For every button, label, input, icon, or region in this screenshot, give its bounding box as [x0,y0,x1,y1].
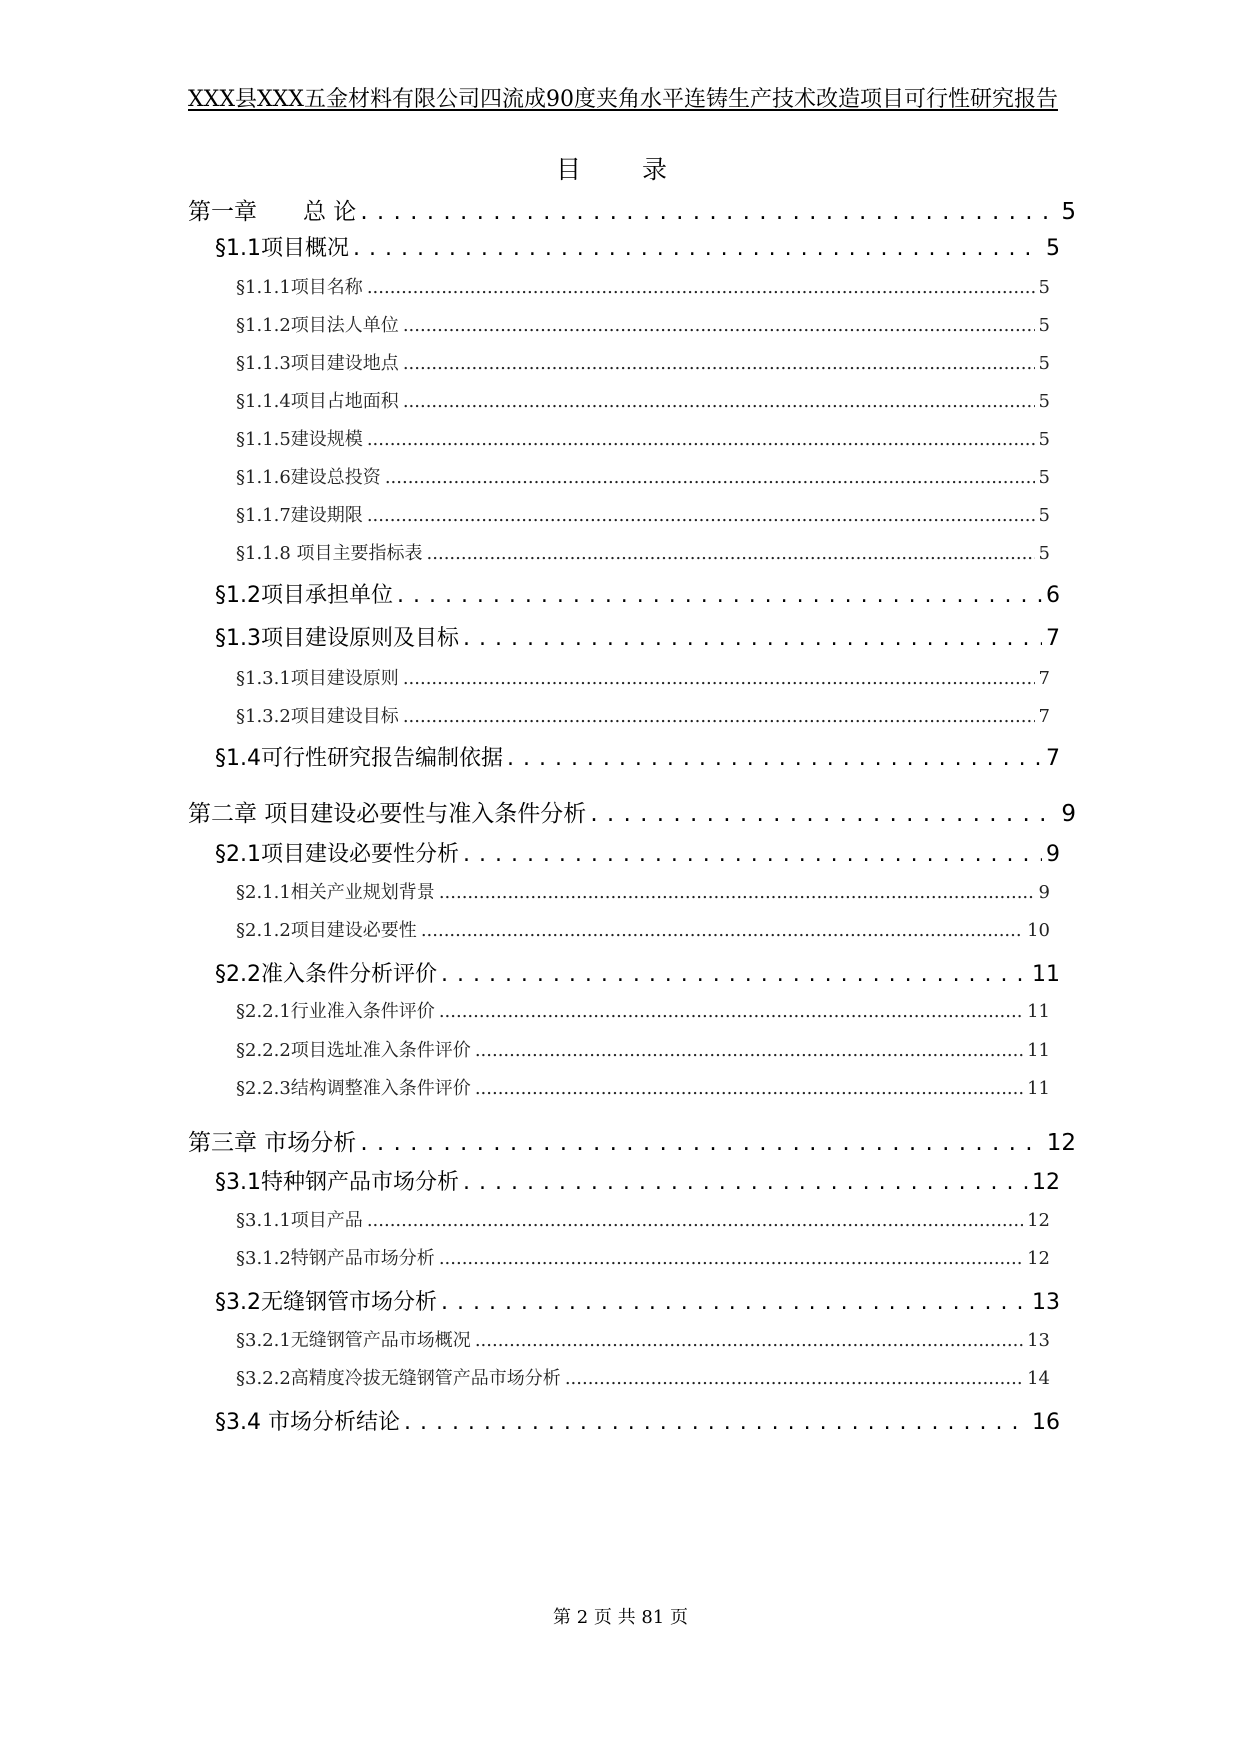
toc-entry-label: §1.1项目概况 [215,236,349,261]
toc-entry[interactable] [236,702,1050,728]
toc-entry-label: §3.1.1项目产品 [236,1210,363,1231]
toc-entry[interactable] [215,741,1060,772]
toc-dot-leader [385,467,1035,488]
toc-dot-leader [360,1130,1042,1156]
toc-entry[interactable] [236,349,1050,375]
toc-entry-page-number: 5 [1038,391,1050,412]
toc-entry[interactable] [236,311,1050,337]
toc-dot-leader [421,920,1023,941]
toc-entry[interactable] [215,1405,1060,1436]
toc-entry[interactable] [236,1074,1050,1100]
toc-entry-label: §1.4可行性研究报告编制依据 [215,746,503,771]
toc-entry-page-number: 12 [1046,1130,1076,1156]
toc-dot-leader [353,236,1042,261]
toc-entry-label: §3.2.1无缝钢管产品市场概况 [236,1330,471,1351]
toc-entry-label: §3.2无缝钢管市场分析 [215,1290,437,1315]
toc-entry-label: §1.2项目承担单位 [215,583,393,608]
page-footer: 第 2 页 共 81 页 [553,1607,688,1628]
toc-entry-page-number: 5 [1038,505,1050,526]
toc-entry-page-number: 14 [1027,1368,1050,1389]
toc-entry-label: §1.1.8 项目主要指标表 [236,543,423,564]
toc-dot-leader [367,277,1035,298]
toc-dot-leader [475,1078,1023,1099]
toc-entry-page-number: 11 [1027,1001,1050,1022]
toc-entry[interactable] [236,1206,1050,1232]
toc-entry-label: §1.3项目建设原则及目标 [215,626,459,651]
toc-entry-label: §2.2.1行业准入条件评价 [236,1001,435,1022]
toc-entry-label: §2.1项目建设必要性分析 [215,842,459,867]
toc-entry[interactable] [215,837,1060,868]
toc-dot-leader [427,543,1035,564]
toc-entry-page-number: 13 [1032,1290,1060,1315]
toc-dot-leader [403,315,1035,336]
toc-dot-leader [403,353,1035,374]
toc-entry-page-number: 12 [1027,1248,1050,1269]
toc-dot-leader [397,583,1042,608]
toc-dot-leader [565,1368,1023,1389]
toc-entry-page-number: 13 [1027,1330,1050,1351]
document-header: XXX县XXX五金材料有限公司四流成90度夹角水平连铸生产技术改造项目可行性研究报告 [188,87,1058,112]
toc-entry[interactable] [188,795,1076,828]
toc-entry-label: §3.2.2高精度冷拔无缝钢管产品市场分析 [236,1368,561,1389]
toc-entry-page-number: 5 [1038,429,1050,450]
toc-entry[interactable] [236,1244,1050,1270]
toc-entry[interactable] [236,463,1050,489]
toc-entry[interactable] [215,1285,1060,1316]
toc-entry-page-number: 7 [1038,668,1050,689]
toc-dot-leader [439,882,1035,903]
toc-dot-leader [441,1290,1028,1315]
toc-entry-page-number: 5 [1038,467,1050,488]
toc-entry[interactable] [236,1036,1050,1062]
toc-dot-leader [403,391,1035,412]
toc-entry[interactable] [236,273,1050,299]
toc-entry-page-number: 9 [1046,842,1060,867]
toc-entry-label: §2.2.3结构调整准入条件评价 [236,1078,471,1099]
toc-dot-leader [463,1170,1028,1195]
toc-entry-label: §1.1.3项目建设地点 [236,353,399,374]
toc-entry[interactable] [236,916,1050,942]
toc-title: 目 录 [555,155,685,184]
toc-entry[interactable] [215,231,1060,262]
toc-dot-leader [403,706,1035,727]
toc-dot-leader [439,1001,1023,1022]
toc-entry[interactable] [236,501,1050,527]
toc-entry[interactable] [236,1326,1050,1352]
toc-entry-page-number: 6 [1046,583,1060,608]
toc-dot-leader [439,1248,1023,1269]
toc-entry-page-number: 5 [1038,277,1050,298]
toc-entry[interactable] [215,1165,1060,1196]
toc-entry[interactable] [236,664,1050,690]
toc-entry-label: §1.1.6建设总投资 [236,467,381,488]
toc-entry-page-number: 10 [1027,920,1050,941]
toc-dot-leader [367,429,1035,450]
toc-entry-label: §3.4 市场分析结论 [215,1410,400,1435]
toc-entry[interactable] [188,193,1076,226]
toc-dot-leader [441,962,1028,987]
toc-entry-page-number: 9 [1061,801,1076,827]
toc-entry[interactable] [236,1364,1050,1390]
toc-entry-label: 第三章 市场分析 [188,1130,357,1156]
toc-entry-label: §1.1.4项目占地面积 [236,391,399,412]
toc-entry-label: §1.1.5建设规模 [236,429,363,450]
toc-entry-label: 第二章 项目建设必要性与准入条件分析 [188,801,587,827]
toc-entry[interactable] [236,539,1050,565]
toc-dot-leader [475,1330,1023,1351]
toc-entry-page-number: 5 [1046,236,1060,261]
toc-dot-leader [360,199,1057,225]
toc-entry-page-number: 11 [1032,962,1060,987]
toc-entry[interactable] [215,621,1060,652]
toc-entry-page-number: 5 [1038,353,1050,374]
toc-entry[interactable] [215,957,1060,988]
toc-dot-leader [463,842,1042,867]
toc-dot-leader [367,505,1035,526]
toc-entry-label: §3.1.2特钢产品市场分析 [236,1248,435,1269]
toc-entry-page-number: 16 [1032,1410,1060,1435]
toc-entry-page-number: 7 [1046,746,1060,771]
toc-entry-label: §1.3.2项目建设目标 [236,706,399,727]
toc-entry[interactable] [236,387,1050,413]
toc-entry-page-number: 5 [1038,543,1050,564]
toc-entry-page-number: 9 [1038,882,1050,903]
toc-entry-label: §1.3.1项目建设原则 [236,668,399,689]
toc-entry-label: §1.1.2项目法人单位 [236,315,399,336]
toc-entry-page-number: 5 [1061,199,1076,225]
toc-entry-page-number: 7 [1038,706,1050,727]
toc-entry-label: §2.2.2项目选址准入条件评价 [236,1040,471,1061]
toc-entry[interactable] [188,1124,1076,1157]
toc-entry[interactable] [236,997,1050,1023]
toc-entry-label: §2.1.1相关产业规划背景 [236,882,435,903]
toc-entry[interactable] [236,878,1050,904]
toc-entry-page-number: 7 [1046,626,1060,651]
toc-entry-label: §3.1特种钢产品市场分析 [215,1170,459,1195]
toc-entry-label: §1.1.7建设期限 [236,505,363,526]
toc-entry-page-number: 11 [1027,1078,1050,1099]
toc-entry-label: 第一章 总 论 [188,199,357,225]
toc-entry-page-number: 5 [1038,315,1050,336]
toc-dot-leader [404,1410,1028,1435]
toc-dot-leader [403,668,1035,689]
toc-entry-label: §2.2准入条件分析评价 [215,962,437,987]
toc-dot-leader [475,1040,1023,1061]
toc-entry[interactable] [236,425,1050,451]
toc-entry-label: §2.1.2项目建设必要性 [236,920,417,941]
toc-dot-leader [463,626,1042,651]
toc-entry-page-number: 12 [1027,1210,1050,1231]
toc-entry-page-number: 11 [1027,1040,1050,1061]
toc-dot-leader [590,801,1057,827]
toc-entry[interactable] [215,578,1060,609]
toc-dot-leader [507,746,1042,771]
toc-entry-page-number: 12 [1032,1170,1060,1195]
toc-dot-leader [367,1210,1023,1231]
toc-entry-label: §1.1.1项目名称 [236,277,363,298]
